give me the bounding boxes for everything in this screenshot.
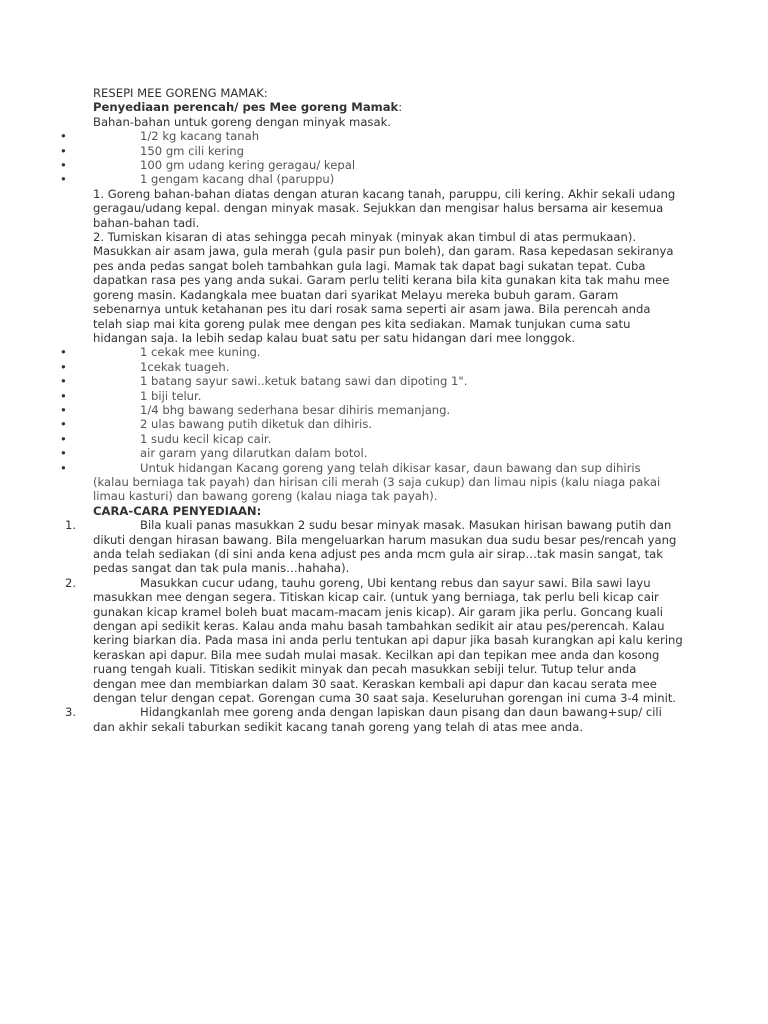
garnish-item: [60, 460, 683, 504]
bullet-icon: •: [60, 143, 67, 158]
method-step: [65, 705, 683, 734]
method-step-rest: dan akhir sekali taburkan sedikit kacang tanah goreng yang telah di atas mee anda.: [93, 719, 584, 734]
bullet-icon: •: [60, 345, 67, 360]
garnish-rest: (kalau berniaga tak payah) dan hirisan cili merah (3 saja cukup) dan limau nipis (kalu niaga pakai limau kasturi) dan bawang goreng (kalau niaga tak payah).: [93, 474, 661, 504]
paste-ingredient-text: 1 gengam kacang dhal (paruppu): [140, 172, 335, 187]
method-step-number: 3.: [65, 705, 77, 720]
paste-subtitle-colon: :: [398, 100, 403, 115]
paste-ingredient-item: [60, 129, 683, 144]
paste-subtitle-line: [93, 100, 683, 114]
noodle-ingredient-text: 1 biji telur.: [140, 388, 202, 403]
noodle-ingredient-text: 2 ulas bawang putih diketuk dan dihiris.: [140, 417, 373, 432]
noodle-ingredient-item: [60, 359, 683, 374]
garnish-first-line: Untuk hidangan Kacang goreng yang telah dikisar kasar, daun bawang dan sup dihiris: [140, 460, 641, 475]
bullet-icon: •: [60, 129, 67, 144]
noodle-ingredient-item: [60, 446, 683, 461]
paste-step-2: 2. Tumiskan kisaran di atas sehingga pecah minyak (minyak akan timbul di atas permukaan). Masukkan air asam jawa, gula merah (gula pasir pun boleh), dan garam. Rasa kepedasan sekiranya pes anda pedas sangat boleh tambahkan gula lagi. Mamak tak dapat bagi sukatan tepat. Cuba dapatkan rasa pes yang anda sukai. Garam perlu teliti kerana bila kita gunakan kita tak mahu mee goreng masin. Kadangkala mee buatan dari syarikat Melayu mereka bubuh garam. Garam sebenarnya untuk ketahanan pes itu dari rosak sama seperti air asam jawa. Bila perencah anda telah siap mai kita goreng pulak mee dengan pes kita sediakan. Mamak tunjukan cuma satu hidangan saja. Ia lebih sedap kalau buat satu per satu hidangan dari mee longgok.: [93, 230, 674, 345]
bullet-icon: •: [60, 431, 67, 446]
bullet-icon: •: [60, 374, 67, 389]
method-step-number: 1.: [65, 518, 77, 533]
paste-ingredient-text: 100 gm udang kering geragau/ kepal: [140, 158, 356, 173]
bullet-icon: •: [60, 158, 67, 173]
noodle-ingredient-text: 1/4 bhg bawang sederhana besar dihiris memanjang.: [140, 402, 451, 417]
method-step-rest: dikuti dengan hirasan bawang. Bila mengeluarkan harum masukan dua sudu besar pes/rencah yang anda telah sediakan (di sini anda kena adjust pes anda mcm gula air sirap…tak masin sangat, tak pedas sangat dan tak pula manis…hahaha).: [93, 532, 677, 576]
noodle-ingredient-text: 1cekak tuageh.: [140, 359, 230, 374]
noodle-ingredient-item: [60, 388, 683, 403]
noodle-ingredient-item: [60, 374, 683, 389]
method-heading: CARA-CARA PENYEDIAAN:: [93, 503, 262, 518]
paste-ingredient-item: [60, 172, 683, 187]
noodle-ingredient-text: 1 sudu kecil kicap cair.: [140, 431, 272, 446]
noodle-ingredient-item: [60, 345, 683, 360]
noodle-ingredient-item: [60, 402, 683, 417]
bullet-icon: •: [60, 446, 67, 461]
noodle-ingredient-item: [60, 417, 683, 432]
noodle-ingredient-text: 1 batang sayur sawi..ketuk batang sawi dan dipoting 1".: [140, 374, 468, 389]
paste-step-1: 1. Goreng bahan-bahan diatas dengan aturan kacang tanah, paruppu, cili kering. Akhir sekali udang geragau/udang kepal. dengan minyak masak. Sejukkan dan mengisar halus bersama air kesemua bahan-bahan tadi.: [93, 186, 676, 230]
paste-intro: Bahan-bahan untuk goreng dengan minyak masak.: [93, 114, 391, 129]
method-step-first-line: Masukkan cucur udang, tauhu goreng, Ubi kentang rebus dan sayur sawi. Bila sawi layu: [140, 575, 651, 590]
method-step: [65, 575, 683, 706]
bullet-icon: •: [60, 172, 67, 187]
method-step-first-line: Hidangkanlah mee goreng anda dengan lapiskan daun pisang dan daun bawang+sup/ cili: [140, 705, 662, 720]
paste-ingredient-text: 150 gm cili kering: [140, 143, 245, 158]
noodle-ingredient-item: [60, 431, 683, 446]
recipe-content: [60, 86, 683, 734]
method-step-number: 2.: [65, 575, 77, 590]
paste-subtitle: Penyediaan perencah/ pes Mee goreng Mamak: [93, 100, 399, 115]
bullet-icon: •: [60, 460, 67, 475]
method-step-first-line: Bila kuali panas masukkan 2 sudu besar minyak masak. Masukan hirisan bawang putih dan: [140, 518, 672, 533]
paste-ingredient-item: [60, 158, 683, 173]
paste-ingredient-item: [60, 143, 683, 158]
bullet-icon: •: [60, 388, 67, 403]
paste-ingredient-text: 1/2 kg kacang tanah: [140, 129, 260, 144]
method-step-rest: masukkan mee dengan segera. Titiskan kicap cair. (untuk yang berniaga, tak perlu beli kicap cair gunakan kicap kramel boleh buat macam-macam jenis kicap). Air garam jika perlu. Goncang kuali dengan api sedikit keras. Kalau anda mahu basah tambahkan sedikit air atau pes/perencah. Kalau kering biarkan dia. Pada masa ini anda perlu tentukan api dapur jika basah kurangkan api kalu kering keraskan api dapur. Bila mee sudah mulai masak. Kecilkan api dan tepikan mee anda dan kosong ruang tengah kuali. Titiskan sedikit minyak dan pecah masukkan sebiji telur. Tutup telur anda dengan mee dan membiarkan dalam 30 saat. Keraskan kembali api dapur dan kacau serata mee dengan telur dengan cepat. Gorengan cuma 30 saat saja. Keseluruhan gorengan ini cuma 3-4 minit.: [93, 590, 683, 706]
bullet-icon: •: [60, 417, 67, 432]
method-step: [65, 518, 683, 576]
bullet-icon: •: [60, 402, 67, 417]
recipe-title: RESEPI MEE GORENG MAMAK:: [93, 86, 268, 100]
noodle-ingredient-text: 1 cekak mee kuning.: [140, 345, 261, 360]
noodle-ingredient-text: air garam yang dilarutkan dalam botol.: [140, 446, 368, 461]
bullet-icon: •: [60, 359, 67, 374]
